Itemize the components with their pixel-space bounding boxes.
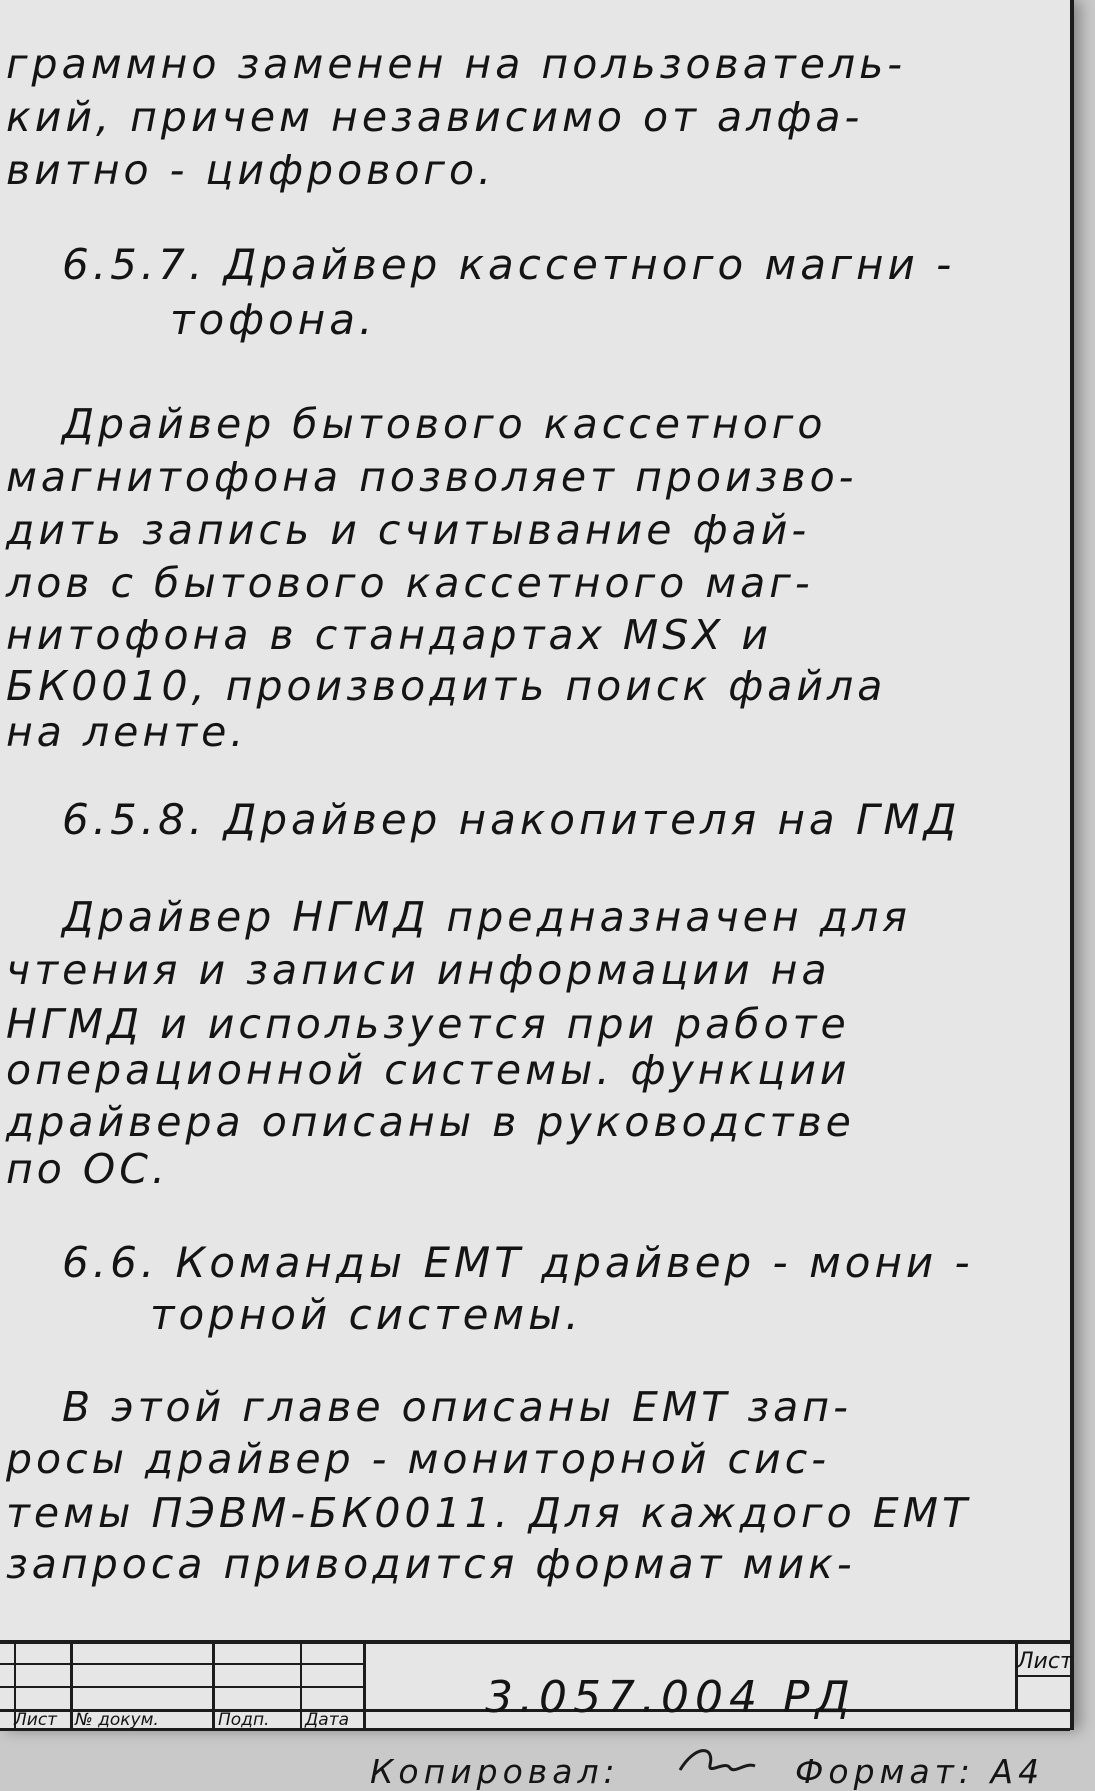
text-line: витно - цифрового. — [6, 146, 496, 194]
grid-line — [1015, 1675, 1070, 1677]
format-label: Формат: А4 — [795, 1752, 1045, 1791]
section-heading: 6.5.7. Драйвер кассетного магни - — [62, 240, 956, 289]
col-label-doc-number: № докум. — [75, 1710, 159, 1730]
section-heading: торной системы. — [150, 1290, 583, 1339]
sheet-label: Лист — [1017, 1649, 1073, 1674]
text-line: чтения и записи информации на — [6, 946, 831, 994]
copier-signature-icon — [670, 1740, 760, 1780]
grid-line — [0, 1663, 365, 1665]
text-line: Драйвер бытового кассетного — [62, 400, 827, 448]
text-line: операционной системы. функции — [6, 1046, 851, 1094]
copied-label: Копировал: — [370, 1752, 620, 1791]
text-line: по ОС. — [6, 1145, 169, 1193]
grid-line — [0, 1728, 1070, 1731]
section-heading: 6.6. Команды ЕМТ драйвер - мони - — [62, 1238, 974, 1287]
text-line: лов с бытового кассетного маг- — [6, 559, 814, 607]
document-code: 3.057.004 РД — [485, 1672, 856, 1723]
col-label-sheet: Лист — [14, 1710, 58, 1730]
text-line: граммно заменен на пользователь- — [6, 40, 907, 88]
grid-line — [70, 1640, 73, 1730]
text-line: драйвера описаны в руководстве — [6, 1098, 855, 1146]
text-line: росы драйвер - мониторной сис- — [6, 1435, 831, 1483]
text-line: на ленте. — [6, 708, 248, 756]
grid-line — [212, 1640, 215, 1730]
text-line: нитофона в стандартах MSX и — [6, 611, 773, 659]
section-heading: 6.5.8. Драйвер накопителя на ГМД — [62, 795, 961, 844]
text-line: кий, причем независимо от алфа- — [6, 93, 864, 141]
grid-line — [363, 1640, 366, 1730]
col-label-date: Дата — [305, 1710, 350, 1730]
col-label-signature: Подп. — [218, 1710, 270, 1730]
text-line: темы ПЭВМ-БК0011. Для каждого ЕМТ — [6, 1489, 972, 1537]
text-line: НГМД и используется при работе — [6, 1000, 850, 1048]
text-line: запроса приводится формат мик- — [6, 1540, 856, 1588]
text-line: магнитофона позволяет произво- — [6, 453, 858, 501]
text-line: БК0010, производить поиск файла — [6, 662, 887, 710]
text-line: дить запись и считывание фай- — [6, 506, 811, 554]
grid-line — [0, 1686, 365, 1688]
section-heading: тофона. — [170, 295, 377, 344]
text-line: Драйвер НГМД предназначен для — [62, 893, 911, 941]
text-line: В этой главе описаны ЕМТ зап- — [62, 1383, 852, 1431]
grid-line — [300, 1640, 302, 1730]
title-block-border — [0, 1640, 1070, 1644]
